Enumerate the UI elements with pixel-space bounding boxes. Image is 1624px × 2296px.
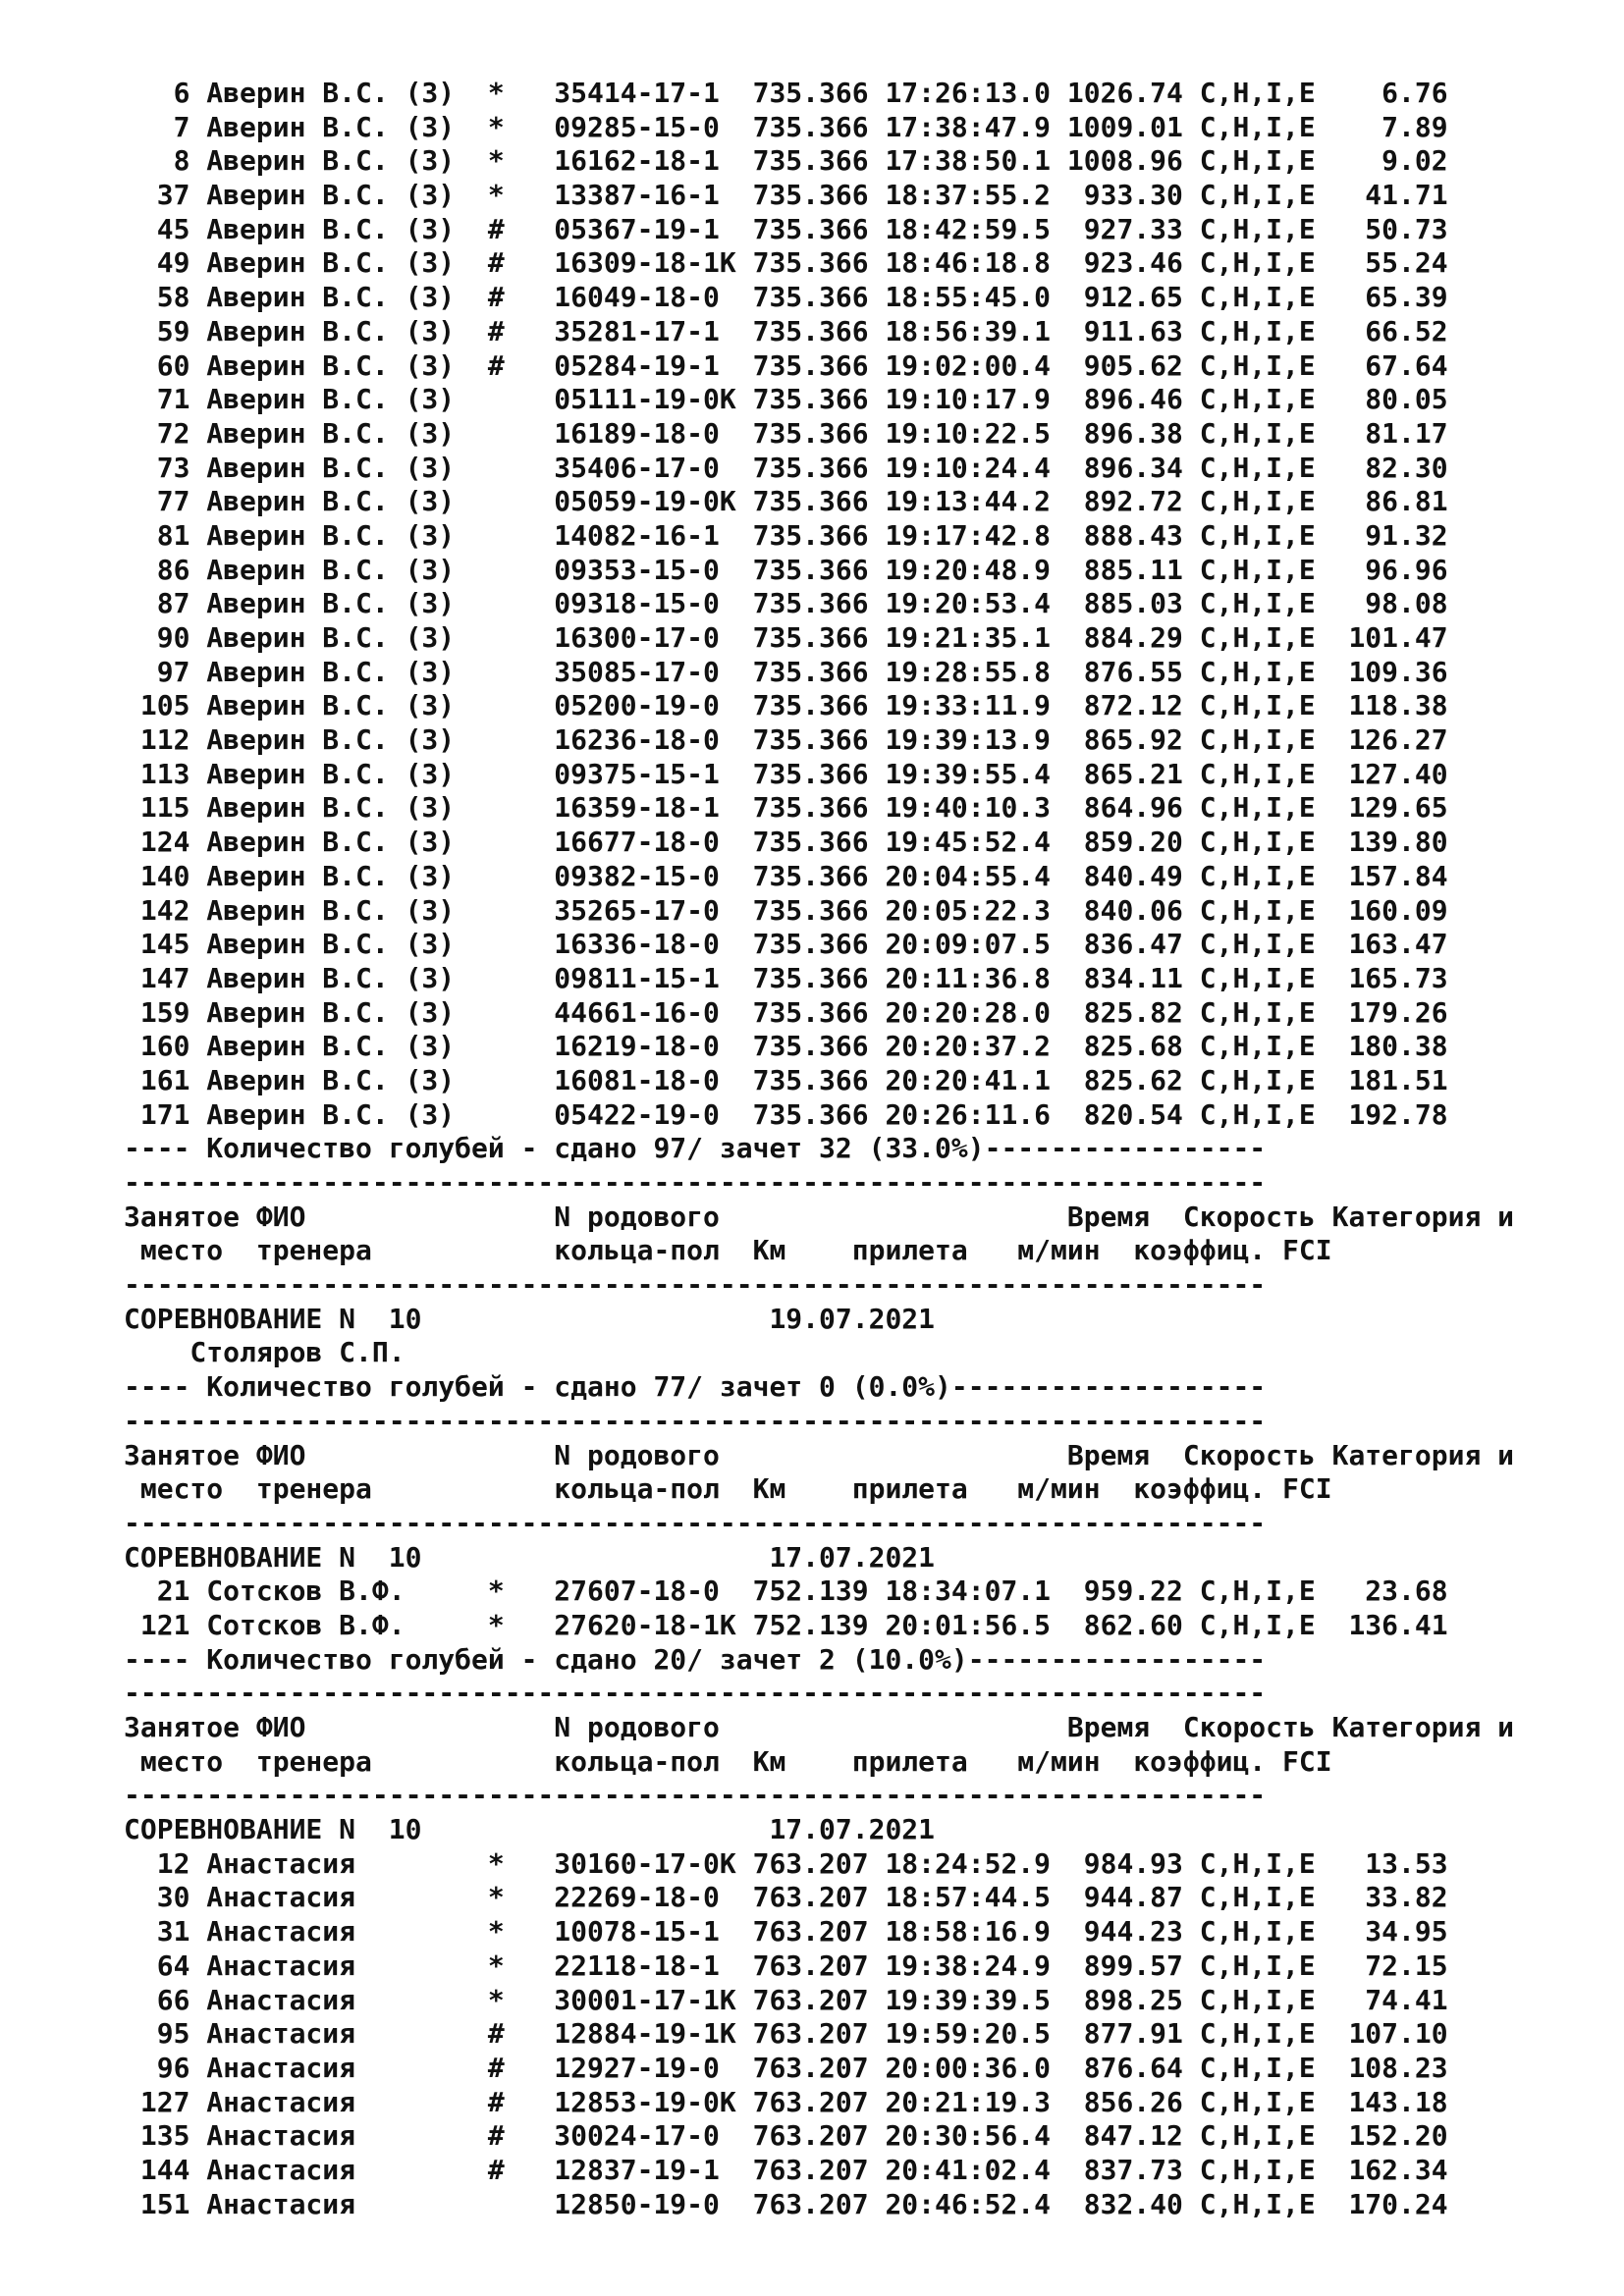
- divider: ---------------------------------------------------------------------: [124, 1268, 1267, 1302]
- column-header: Занятое ФИО N родового Время Скорость Категория и: [124, 1200, 1515, 1233]
- table-row: 71 Аверин В.С. (З) 05111-19-0К 735.366 19:10:17.9 896.46 С,Н,I,Е 80.05: [124, 383, 1448, 416]
- table-row: 90 Аверин В.С. (З) 16300-17-0 735.366 19:21:35.1 884.29 С,Н,I,Е 101.47: [124, 621, 1448, 654]
- table-row: 72 Аверин В.С. (З) 16189-18-0 735.366 19:10:22.5 896.38 С,Н,I,Е 81.17: [124, 416, 1448, 450]
- column-header: Занятое ФИО N родового Время Скорость Категория и: [124, 1438, 1515, 1471]
- table-row: 87 Аверин В.С. (З) 09318-15-0 735.366 19:20:53.4 885.03 С,Н,I,Е 98.08: [124, 587, 1448, 620]
- table-row: 7 Аверин В.С. (З) * 09285-15-0 735.366 17:38:47.9 1009.01 С,Н,I,Е 7.89: [124, 110, 1448, 143]
- table-row: 140 Аверин В.С. (З) 09382-15-0 735.366 20:04:55.4 840.49 С,Н,I,Е 157.84: [124, 859, 1448, 892]
- table-row: 144 Анастасия # 12837-19-1 763.207 20:41:02.4 837.73 С,Н,I,Е 162.34: [124, 2153, 1448, 2186]
- divider: ---------------------------------------------------------------------: [124, 1677, 1267, 1710]
- table-row: 113 Аверин В.С. (З) 09375-15-1 735.366 19:39:55.4 865.21 С,Н,I,Е 127.40: [124, 757, 1448, 790]
- table-row: 86 Аверин В.С. (З) 09353-15-0 735.366 19:20:48.9 885.11 С,Н,I,Е 96.96: [124, 553, 1448, 586]
- table-row: 30 Анастасия * 22269-18-0 763.207 18:57:44.5 944.87 С,Н,I,Е 33.82: [124, 1881, 1448, 1914]
- table-row: 142 Аверин В.С. (З) 35265-17-0 735.366 20:05:22.3 840.06 С,Н,I,Е 160.09: [124, 893, 1448, 927]
- table-row: 121 Сотсков В.Ф. * 27620-18-1К 752.139 20:01:56.5 862.60 С,Н,I,Е 136.41: [124, 1608, 1448, 1641]
- competition-title: СОРЕВНОВАНИЕ N 10 19.07.2021: [124, 1302, 936, 1335]
- column-header: место тренера кольца-пол Км прилета м/мин коэффиц. FCI: [124, 1234, 1332, 1267]
- divider: ---------------------------------------------------------------------: [124, 1404, 1267, 1437]
- table-row: 147 Аверин В.С. (З) 09811-15-1 735.366 20:11:36.8 834.11 С,Н,I,Е 165.73: [124, 961, 1448, 994]
- table-row: 145 Аверин В.С. (З) 16336-18-0 735.366 20:09:07.5 836.47 С,Н,I,Е 163.47: [124, 928, 1448, 961]
- table-row: 49 Аверин В.С. (З) # 16309-18-1К 735.366 18:46:18.8 923.46 С,Н,I,Е 55.24: [124, 246, 1448, 280]
- table-row: 115 Аверин В.С. (З) 16359-18-1 735.366 19:40:10.3 864.96 С,Н,I,Е 129.65: [124, 791, 1448, 825]
- table-row: 59 Аверин В.С. (З) # 35281-17-1 735.366 18:56:39.1 911.63 С,Н,I,Е 66.52: [124, 314, 1448, 347]
- column-header: Занятое ФИО N родового Время Скорость Категория и: [124, 1711, 1515, 1743]
- table-row: 6 Аверин В.С. (З) * 35414-17-1 735.366 17:26:13.0 1026.74 С,Н,I,Е 6.76: [124, 77, 1448, 109]
- table-row: 171 Аверин В.С. (З) 05422-19-0 735.366 20:26:11.6 820.54 С,Н,I,Е 192.78: [124, 1097, 1448, 1131]
- table-row: 37 Аверин В.С. (З) * 13387-16-1 735.366 18:37:55.2 933.30 С,Н,I,Е 41.71: [124, 179, 1448, 212]
- summary-line: ---- Количество голубей - сдано 20/ зачет 2 (10.0%)------------------: [124, 1642, 1267, 1676]
- trainer-name: Столяров С.П.: [124, 1336, 406, 1369]
- table-row: 12 Анастасия * 30160-17-0К 763.207 18:24:52.9 984.93 С,Н,I,Е 13.53: [124, 1846, 1448, 1880]
- table-row: 105 Аверин В.С. (З) 05200-19-0 735.366 19:33:11.9 872.12 С,Н,I,Е 118.38: [124, 689, 1448, 722]
- summary-line: ---- Количество голубей - сдано 77/ зачет 0 (0.0%)-------------------: [124, 1370, 1267, 1404]
- table-row: 127 Анастасия # 12853-19-0К 763.207 20:21:19.3 856.26 С,Н,I,Е 143.18: [124, 2085, 1448, 2118]
- summary-line: ---- Количество голубей - сдано 97/ зачет 32 (33.0%)-----------------: [124, 1132, 1267, 1165]
- divider: ---------------------------------------------------------------------: [124, 1166, 1267, 1199]
- table-row: 21 Сотсков В.Ф. * 27607-18-0 752.139 18:34:07.1 959.22 С,Н,I,Е 23.68: [124, 1575, 1448, 1608]
- table-row: 45 Аверин В.С. (З) # 05367-19-1 735.366 18:42:59.5 927.33 С,Н,I,Е 50.73: [124, 212, 1448, 245]
- table-row: 58 Аверин В.С. (З) # 16049-18-0 735.366 18:55:45.0 912.65 С,Н,I,Е 65.39: [124, 281, 1448, 314]
- column-header: место тренера кольца-пол Км прилета м/мин коэффиц. FCI: [124, 1744, 1332, 1778]
- column-header: место тренера кольца-пол Км прилета м/мин коэффиц. FCI: [124, 1472, 1332, 1506]
- table-row: 161 Аверин В.С. (З) 16081-18-0 735.366 20:20:41.1 825.62 С,Н,I,Е 181.51: [124, 1063, 1448, 1096]
- table-row: 96 Анастасия # 12927-19-0 763.207 20:00:36.0 876.64 С,Н,I,Е 108.23: [124, 2051, 1448, 2084]
- table-row: 31 Анастасия * 10078-15-1 763.207 18:58:16.9 944.23 С,Н,I,Е 34.95: [124, 1915, 1448, 1949]
- competition-title: СОРЕВНОВАНИЕ N 10 17.07.2021: [124, 1813, 936, 1846]
- table-row: 8 Аверин В.С. (З) * 16162-18-1 735.366 17:38:50.1 1008.96 С,Н,I,Е 9.02: [124, 144, 1448, 178]
- table-row: 97 Аверин В.С. (З) 35085-17-0 735.366 19:28:55.8 876.55 С,Н,I,Е 109.36: [124, 655, 1448, 688]
- table-row: 135 Анастасия # 30024-17-0 763.207 20:30:56.4 847.12 С,Н,I,Е 152.20: [124, 2119, 1448, 2153]
- table-row: 124 Аверин В.С. (З) 16677-18-0 735.366 19:45:52.4 859.20 С,Н,I,Е 139.80: [124, 826, 1448, 859]
- table-row: 112 Аверин В.С. (З) 16236-18-0 735.366 19:39:13.9 865.92 С,Н,I,Е 126.27: [124, 723, 1448, 757]
- table-row: 77 Аверин В.С. (З) 05059-19-0К 735.366 19:13:44.2 892.72 С,Н,I,Е 86.81: [124, 485, 1448, 518]
- table-row: 81 Аверин В.С. (З) 14082-16-1 735.366 19:17:42.8 888.43 С,Н,I,Е 91.32: [124, 518, 1448, 552]
- report-page: [124, 77, 1597, 2221]
- table-row: 95 Анастасия # 12884-19-1К 763.207 19:59:20.5 877.91 С,Н,I,Е 107.10: [124, 2017, 1448, 2051]
- table-row: 64 Анастасия * 22118-18-1 763.207 19:38:24.9 899.57 С,Н,I,Е 72.15: [124, 1949, 1448, 1982]
- competition-title: СОРЕВНОВАНИЕ N 10 17.07.2021: [124, 1540, 936, 1574]
- table-row: 151 Анастасия 12850-19-0 763.207 20:46:52.4 832.40 С,Н,I,Е 170.24: [124, 2187, 1448, 2220]
- table-row: 159 Аверин В.С. (З) 44661-16-0 735.366 20:20:28.0 825.82 С,Н,I,Е 179.26: [124, 995, 1448, 1029]
- table-row: 160 Аверин В.С. (З) 16219-18-0 735.366 20:20:37.2 825.68 С,Н,I,Е 180.38: [124, 1030, 1448, 1063]
- table-row: 73 Аверин В.С. (З) 35406-17-0 735.366 19:10:24.4 896.34 С,Н,I,Е 82.30: [124, 451, 1448, 484]
- divider: ---------------------------------------------------------------------: [124, 1506, 1267, 1539]
- table-row: 60 Аверин В.С. (З) # 05284-19-1 735.366 19:02:00.4 905.62 С,Н,I,Е 67.64: [124, 348, 1448, 382]
- divider: ---------------------------------------------------------------------: [124, 1779, 1267, 1812]
- table-row: 66 Анастасия * 30001-17-1К 763.207 19:39:39.5 898.25 С,Н,I,Е 74.41: [124, 1983, 1448, 2016]
